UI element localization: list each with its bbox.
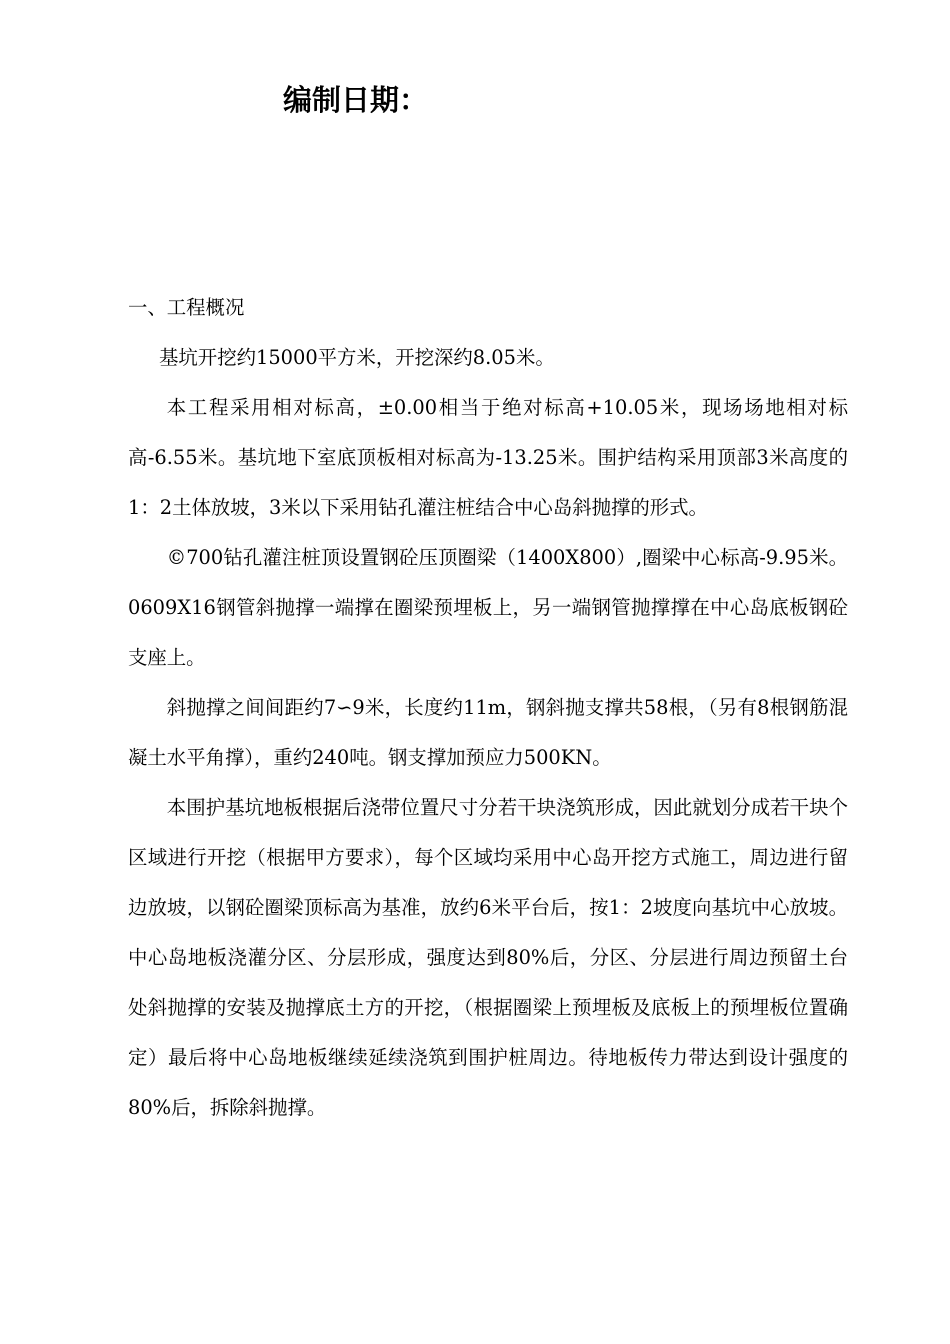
section-heading: 一、工程概况 [128,296,245,319]
paragraph-elevation: 本工程采用相对标高，±0.00相当于绝对标高+10.05米，现场场地相对标高-6.55米。基坑地下室底顶板相对标高为-13.25米。围护结构采用顶部3米高度的1：2土体放坡，3米以下采用钻孔灌注桩结合中心岛斜抛撑的形式。 [128,396,848,519]
paragraph-diagonal-braces: 斜抛撑之间间距约7∽9米，长度约11m，钢斜抛支撑共58根，（另有8根钢筋混凝土水平角撑），重约240吨。钢支撑加预应力500KN。 [128,696,848,769]
project-overview-section [128,283,848,1133]
paragraph-construction-sequence: 本围护基坑地板根据后浇带位置尺寸分若干块浇筑形成，因此就划分成若干块个区域进行开挖（根据甲方要求），每个区域均采用中心岛开挖方式施工，周边进行留边放坡，以钢砼圈梁顶标高为基准，放约6米平台后，按1：2坡度向基坑中心放坡。中心岛地板浇灌分区、分层形成，强度达到80%后，分区、分层进行周边预留土台处斜抛撑的安装及抛撑底土方的开挖，（根据圈梁上预埋板及底板上的预埋板位置确定）最后将中心岛地板继续延续浇筑到围护桩周边。待地板传力带达到设计强度的80%后，拆除斜抛撑。 [128,796,848,1119]
paragraph-ring-beam: ©700钻孔灌注桩顶设置钢砼压顶圈梁（1400X800）,圈梁中心标高-9.95米。0609X16钢管斜抛撑一端撑在圈梁预埋板上，另一端钢管抛撑撑在中心岛底板钢砼支座上。 [128,546,848,669]
compile-date-label: 编制日期： [283,83,429,117]
paragraph-excavation-area: 基坑开挖约15000平方米，开挖深约8.05米。 [159,346,555,369]
